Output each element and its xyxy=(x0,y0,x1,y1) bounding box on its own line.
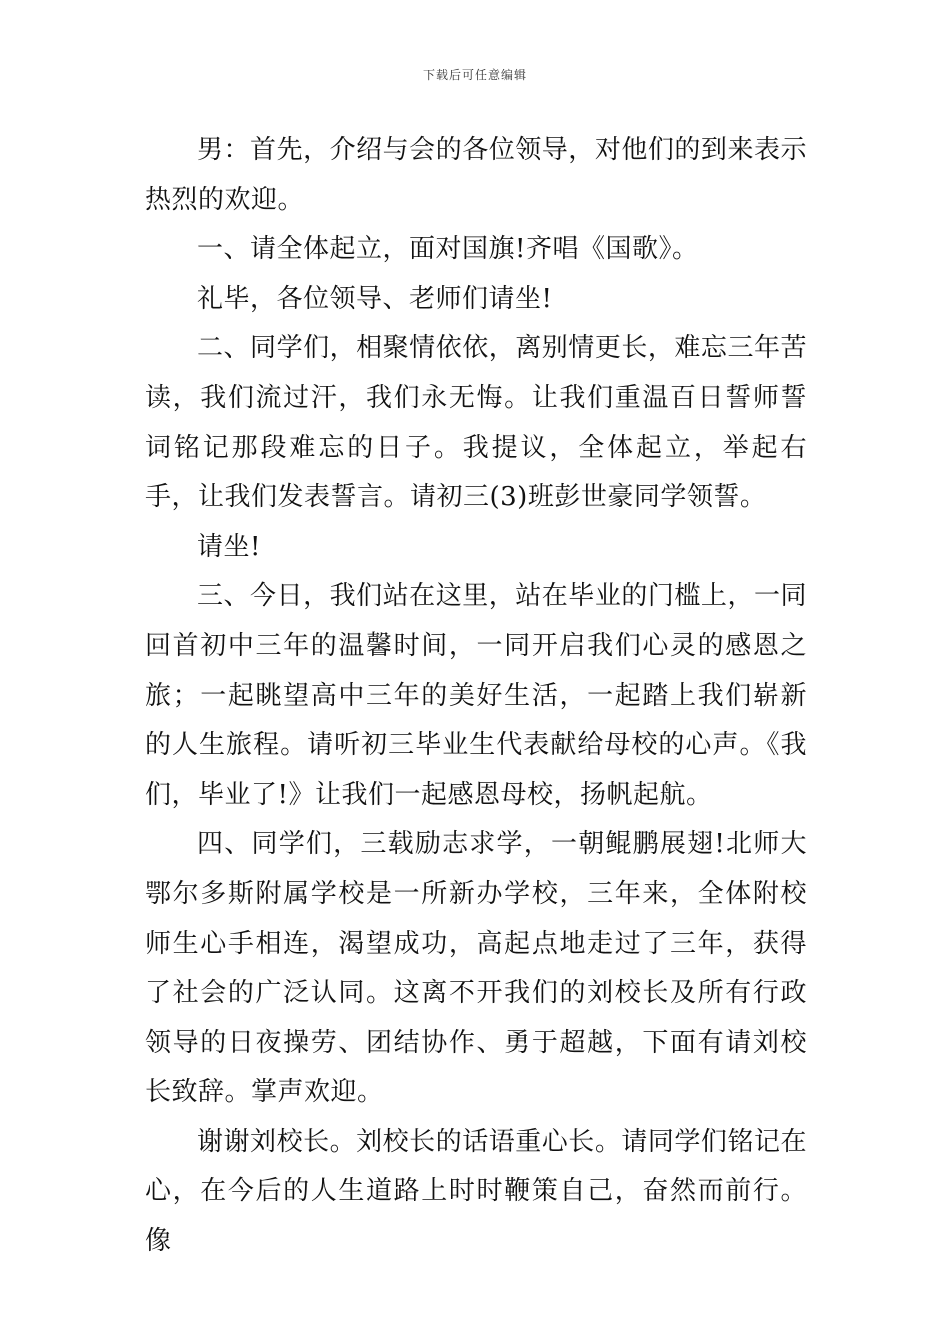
document-body xyxy=(145,126,807,1267)
page-header: 下载后可任意编辑 xyxy=(422,68,527,82)
paragraph-national-anthem: 一、请全体起立，面对国旗!齐唱《国歌》。 xyxy=(197,234,699,265)
paragraph-graduation-voice: 三、今日，我们站在这里，站在毕业的门槛上，一同回首初中三年的温馨时间，一同开启我们心灵的感恩之旅；一起眺望高中三年的美好生活，一起踏上我们崭新的人生旅程。请听初三毕业生代表献给母校的心声。《我们，毕业了!》让我们一起感恩母校，扬帆起航。 xyxy=(145,581,807,810)
paragraph-thanks-principal: 谢谢刘校长。刘校长的话语重心长。请同学们铭记在心，在今后的人生道路上时时鞭策自己，奋然而前行。像 xyxy=(145,1126,807,1257)
paragraph-please-sit: 礼毕，各位领导、老师们请坐! xyxy=(197,283,553,314)
paragraph-sit-down: 请坐! xyxy=(197,531,261,562)
paragraph-oath: 二、同学们，相聚情依依，离别情更长，难忘三年苦读，我们流过汗，我们永无悔。让我们重温百日誓师誓词铭记那段难忘的日子。我提议，全体起立，举起右手，让我们发表誓言。请初三(3)班彭世豪同学领誓。 xyxy=(145,333,807,513)
paragraph-principal-speech: 四、同学们，三载励志求学，一朝鲲鹏展翅!北师大鄂尔多斯附属学校是一所新办学校，三年来，全体附校师生心手相连，渴望成功，高起点地走过了三年，获得了社会的广泛认同。这离不开我们的刘校长及所有行政领导的日夜操劳、团结协作、勇于超越，下面有请刘校长致辞。掌声欢迎。 xyxy=(145,829,807,1108)
paragraph-intro-leaders: 男：首先，介绍与会的各位领导，对他们的到来表示热烈的欢迎。 xyxy=(145,135,807,215)
